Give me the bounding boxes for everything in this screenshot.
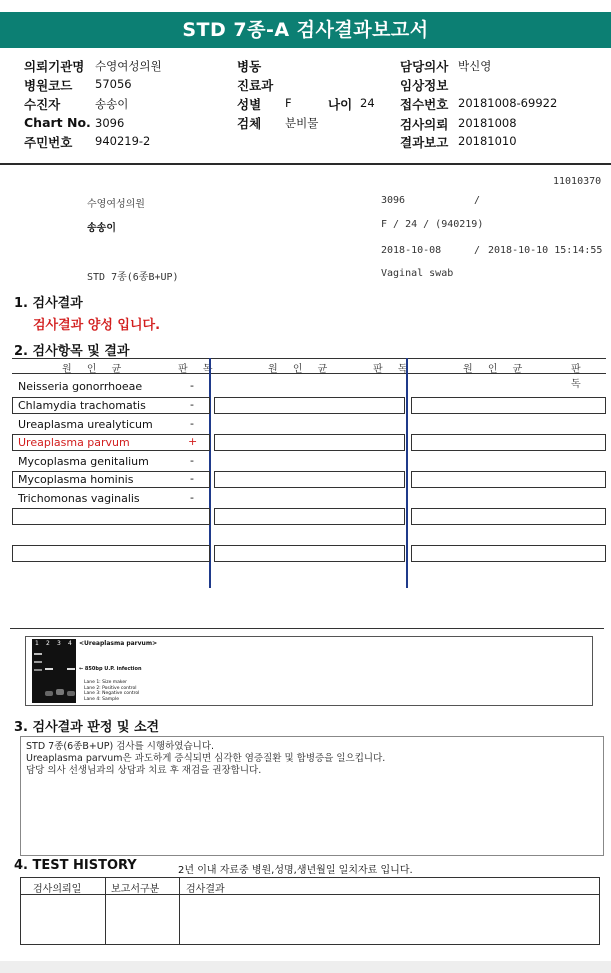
page-footer-bar (0, 961, 611, 973)
dept-label: 진료과 (237, 78, 274, 93)
pathogen-result: - (190, 398, 194, 411)
history-col-result: 검사결과 (186, 884, 225, 895)
gel-band (34, 669, 42, 671)
section2-heading: 2. 검사항목 및 결과 (14, 344, 130, 359)
ward-label: 병동 (237, 59, 262, 74)
gel-band (34, 653, 42, 655)
sex-value: F (285, 96, 292, 110)
meta-date-request: 2018-10-08 (381, 245, 442, 256)
gel-legend-item: Lane 1: Size maker (84, 680, 127, 685)
empty-row (214, 397, 405, 414)
history-header (21, 878, 599, 895)
pathogen-name: Chlamydia trachomatis (18, 399, 146, 412)
gel-band (45, 668, 53, 670)
col-judge-1: 판 독 (178, 364, 219, 375)
code-value: 57056 (95, 77, 132, 91)
patient-label: 수진자 (24, 97, 61, 112)
gel-band (67, 668, 75, 670)
pathogen-result: - (190, 491, 194, 504)
gel-legend-item: Lane 2: Positive control (84, 685, 137, 691)
info-divider (0, 163, 611, 165)
col-judge-2: 판 독 (373, 364, 414, 375)
section4-heading: 4. TEST HISTORY (14, 858, 137, 873)
history-col-type: 보고서구분 (111, 884, 160, 895)
result-row (12, 453, 210, 470)
gel-band (56, 689, 64, 695)
meta-chart: 3096 (381, 195, 406, 206)
result-row (12, 416, 210, 433)
meta-patient: 송송이 (87, 223, 116, 234)
report-label: 결과보고 (400, 135, 449, 150)
result-row (12, 397, 210, 414)
pathogen-name: Neisseria gonorrhoeae (18, 380, 143, 393)
receipt-value: 20181008-69922 (458, 96, 558, 110)
history-col-divider (179, 878, 180, 944)
empty-row (214, 434, 405, 451)
lane-number: 4 (68, 640, 72, 647)
lane-number: 1 (35, 640, 39, 647)
chart-value: 3096 (95, 116, 125, 130)
section1-result: 검사결과 양성 입니다. (33, 318, 161, 333)
resident-label: 주민번호 (24, 135, 73, 150)
col-pathogen-1: 원 인 균 (62, 364, 128, 375)
meta-slash: / (474, 195, 481, 206)
opinion-line: STD 7종(6종B+UP) 검사를 시행하였습니다. (26, 741, 215, 752)
hospital-value: 수영여성의원 (95, 59, 162, 73)
empty-row (214, 508, 405, 525)
pathogen-name: Ureaplasma parvum (18, 436, 130, 449)
meta-hospital: 수영여성의원 (87, 199, 145, 210)
col-judge-3: 판 독 (571, 364, 587, 390)
clinical-label: 임상정보 (400, 78, 449, 93)
pathogen-name: Mycoplasma genitalium (18, 455, 149, 468)
pathogen-name: Trichomonas vaginalis (18, 492, 140, 505)
meta-test: STD 7종(6종B+UP) (87, 272, 179, 283)
lane-number: 3 (57, 640, 61, 647)
empty-row (12, 545, 210, 562)
section3-heading: 3. 검사결과 판정 및 소견 (14, 720, 160, 735)
chart-label: Chart No. (24, 115, 91, 130)
empty-row (411, 397, 606, 414)
empty-row (411, 434, 606, 451)
opinion-line: Ureaplasma parvum은 과도하게 증식되면 심각한 염증질환 및 합병증을 일으킵니다. (26, 753, 386, 764)
pathogen-result: - (190, 417, 194, 430)
gel-legend-item: Lane 3: Negative control (84, 691, 140, 696)
opinion-line: 담당 의사 선생님과의 상담과 치료 후 재검을 권장합니다. (26, 765, 262, 776)
opinion-text (26, 741, 385, 777)
receipt-label: 접수번호 (400, 97, 449, 112)
gel-band (67, 691, 75, 696)
sex-label: 성별 (237, 97, 262, 112)
results-top-line (12, 358, 606, 359)
request-value: 20181008 (458, 116, 517, 130)
gel-legend-item: Lane 4: Sample (84, 696, 119, 702)
gel-band-label: ← 850bp U.P. infection (79, 666, 142, 672)
gel-figure (25, 636, 593, 706)
pathogen-name: Ureaplasma urealyticum (18, 418, 153, 431)
empty-row (214, 471, 405, 488)
pathogen-name: Mycoplasma hominis (18, 473, 134, 486)
pathogen-result: - (190, 472, 194, 485)
history-table (20, 877, 600, 945)
history-col-divider (105, 878, 106, 944)
report-id: 11010370 (553, 176, 602, 187)
section1-heading: 1. 검사결과 (14, 296, 83, 311)
specimen-value: 분비물 (285, 116, 319, 130)
patient-value: 송송이 (95, 97, 129, 111)
meta-sex-age: F / 24 / (940219) (381, 219, 484, 230)
pathogen-result: + (188, 435, 198, 448)
doctor-value: 박신영 (458, 59, 492, 73)
meta-specimen: Vaginal swab (381, 268, 454, 279)
age-value: 24 (360, 96, 375, 110)
meta-date-report: 2018-10-10 15:14:55 (488, 245, 603, 256)
empty-row (12, 508, 210, 525)
meta-date-sep: / (474, 245, 481, 256)
hospital-label: 의뢰기관명 (24, 59, 85, 74)
history-note: 2년 이내 자료중 병원,성명,생년월일 일치자료 입니다. (178, 865, 413, 876)
lane-number: 2 (46, 640, 50, 647)
gel-band (34, 661, 42, 663)
result-row (12, 434, 210, 451)
resident-value: 940219-2 (95, 134, 151, 148)
gel-title: <Ureaplasma parvum> (79, 640, 158, 647)
col-pathogen-2: 원 인 균 (268, 364, 334, 375)
specimen-label: 검체 (237, 116, 262, 131)
column-divider-2 (406, 358, 408, 588)
col-pathogen-3: 원 인 균 (463, 364, 529, 375)
age-label: 나이 (328, 97, 353, 112)
report-title: STD 7종-A 검사결과보고서 (0, 12, 611, 48)
result-row (12, 490, 210, 507)
gel-band (45, 691, 53, 696)
gel-legend (84, 680, 139, 702)
gel-top-line (10, 628, 604, 629)
opinion-box (20, 736, 604, 856)
empty-row (411, 471, 606, 488)
report-value: 20181010 (458, 134, 517, 148)
request-label: 검사의뢰 (400, 117, 449, 132)
result-row (12, 378, 210, 395)
empty-row (214, 545, 405, 562)
code-label: 병원코드 (24, 78, 73, 93)
history-col-date: 검사의뢰일 (33, 884, 82, 895)
doctor-label: 담당의사 (400, 59, 449, 74)
pathogen-result: - (190, 454, 194, 467)
result-row (12, 471, 210, 488)
empty-row (411, 545, 606, 562)
gel-image (32, 639, 76, 703)
pathogen-result: - (190, 379, 194, 392)
empty-row (411, 508, 606, 525)
